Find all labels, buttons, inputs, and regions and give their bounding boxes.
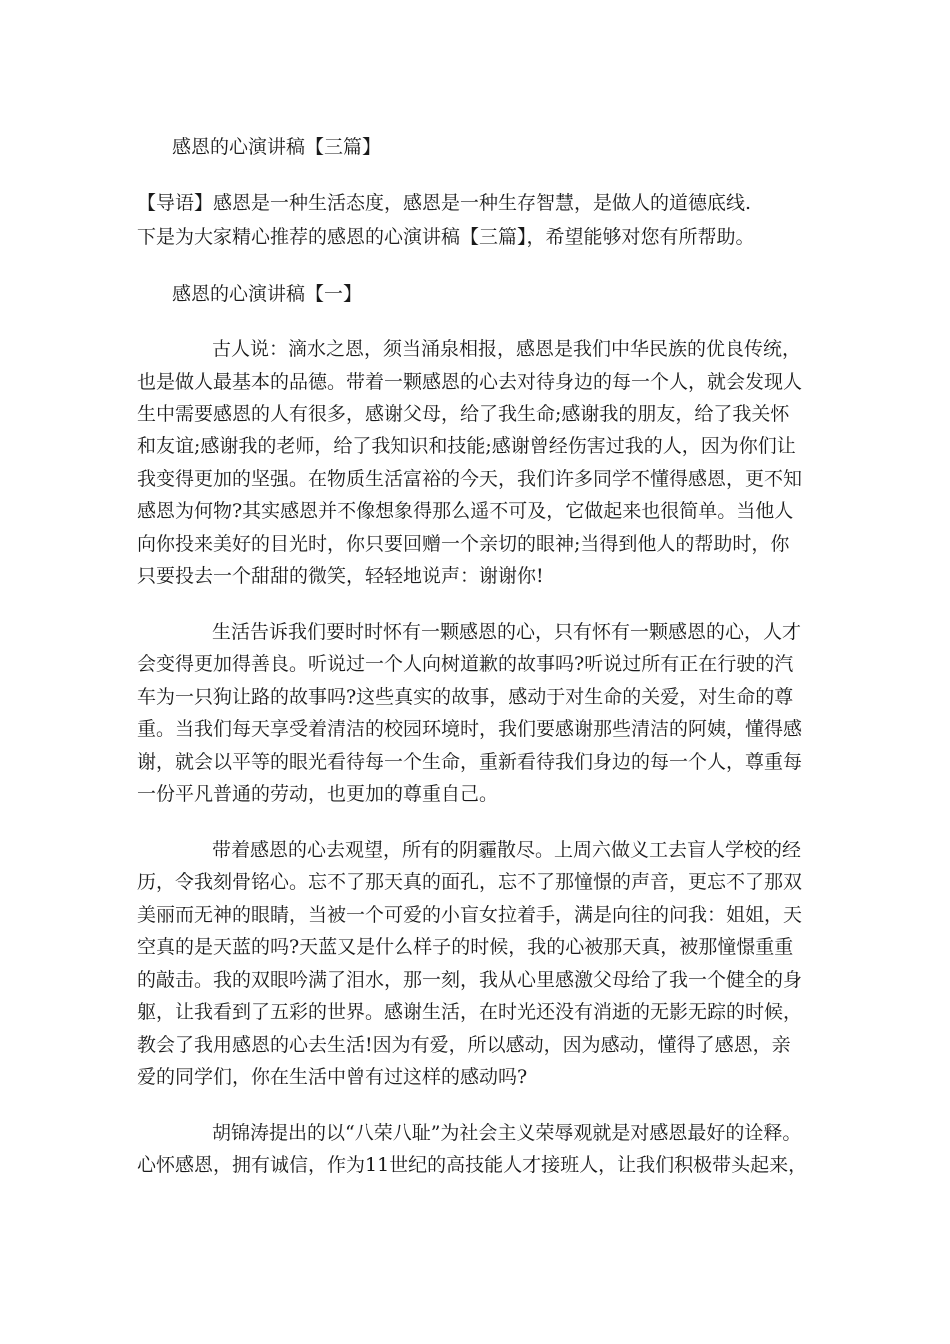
paragraph-line: 重。当我们每天享受着清洁的校园环境时，我们要感谢那些清洁的阿姨，懂得感 [137, 718, 803, 740]
paragraph-line: 生中需要感恩的人有很多，感谢父母，给了我生命;感谢我的朋友，给了我关怀 [137, 403, 790, 425]
paragraph-line: 谢，就会以平等的眼光看待每一个生命，重新看待我们身边的每一个人，尊重每 [137, 751, 803, 773]
paragraph-line: 带着感恩的心去观望，所有的阴霾散尽。上周六做义工去盲人学校的经 [212, 839, 802, 861]
paragraph-line: 感恩为何物?其实感恩并不像想象得那么遥不可及，它做起来也很简单。当他人 [137, 500, 794, 522]
paragraph-line: 车为一只狗让路的故事吗?这些真实的故事，感动于对生命的关爱，对生命的尊 [137, 686, 794, 708]
paragraph-line: 和友谊;感谢我的老师，给了我知识和技能;感谢曾经伤害过我的人，因为你们让 [137, 435, 796, 457]
paragraph-line: 历，令我刻骨铭心。忘不了那天真的面孔，忘不了那憧憬的声音，更忘不了那双 [137, 871, 803, 893]
paragraph-line: 只要投去一个甜甜的微笑，轻轻地说声：谢谢你! [137, 565, 544, 587]
section-title: 感恩的心演讲稿【一】 [172, 283, 363, 305]
intro-line: 下是为大家精心推荐的感恩的心演讲稿【三篇】，希望能够对您有所帮助。 [137, 226, 755, 248]
paragraph-line: 爱的同学们，你在生活中曾有过这样的感动吗? [137, 1066, 528, 1088]
paragraph-line: 我变得更加的坚强。在物质生活富裕的今天，我们许多同学不懂得感恩，更不知 [137, 468, 803, 490]
paragraph-line: 也是做人最基本的品德。带着一颗感恩的心去对待身边的每一个人，就会发现人 [137, 371, 803, 393]
paragraph-line: 会变得更加得善良。听说过一个人向树道歉的故事吗?听说过所有正在行驶的汽 [137, 653, 794, 675]
paragraph-line: 生活告诉我们要时时怀有一颗感恩的心，只有怀有一颗感恩的心，人才 [212, 621, 802, 643]
paragraph-line: 教会了我用感恩的心去生活!因为有爱，所以感动，因为感动，懂得了感恩，亲 [137, 1034, 791, 1056]
paragraph-line: 向你投来美好的目光时，你只要回赠一个亲切的眼神;当得到他人的帮助时，你 [137, 533, 790, 555]
paragraph-line: 躯，让我看到了五彩的世界。感谢生活，在时光还没有消逝的无影无踪的时候， [137, 1001, 803, 1023]
intro-line: 【导语】感恩是一种生活态度，感恩是一种生存智慧，是做人的道德底线. [137, 192, 752, 214]
paragraph-line: 美丽而无神的眼睛，当被一个可爱的小盲女拉着手，满是向往的问我：姐姐，天 [137, 904, 803, 926]
paragraph-line: 一份平凡普通的劳动，也更加的尊重自己。 [137, 783, 499, 805]
paragraph-line: 胡锦涛提出的以“八荣八耻”为社会主义荣辱观就是对感恩最好的诠释。 [212, 1122, 802, 1144]
document-title: 感恩的心演讲稿【三篇】 [172, 136, 382, 158]
paragraph-line: 的敲击。我的双眼吟满了泪水，那一刻，我从心里感激父母给了我一个健全的身 [137, 969, 803, 991]
paragraph-line: 古人说：滴水之恩，须当涌泉相报，感恩是我们中华民族的优良传统， [212, 338, 802, 360]
paragraph-line: 空真的是天蓝的吗?天蓝又是什么样子的时候，我的心被那天真，被那憧憬重重 [137, 936, 794, 958]
paragraph-line: 心怀感恩，拥有诚信，作为11世纪的高技能人才接班人，让我们积极带头起来， [137, 1154, 808, 1176]
